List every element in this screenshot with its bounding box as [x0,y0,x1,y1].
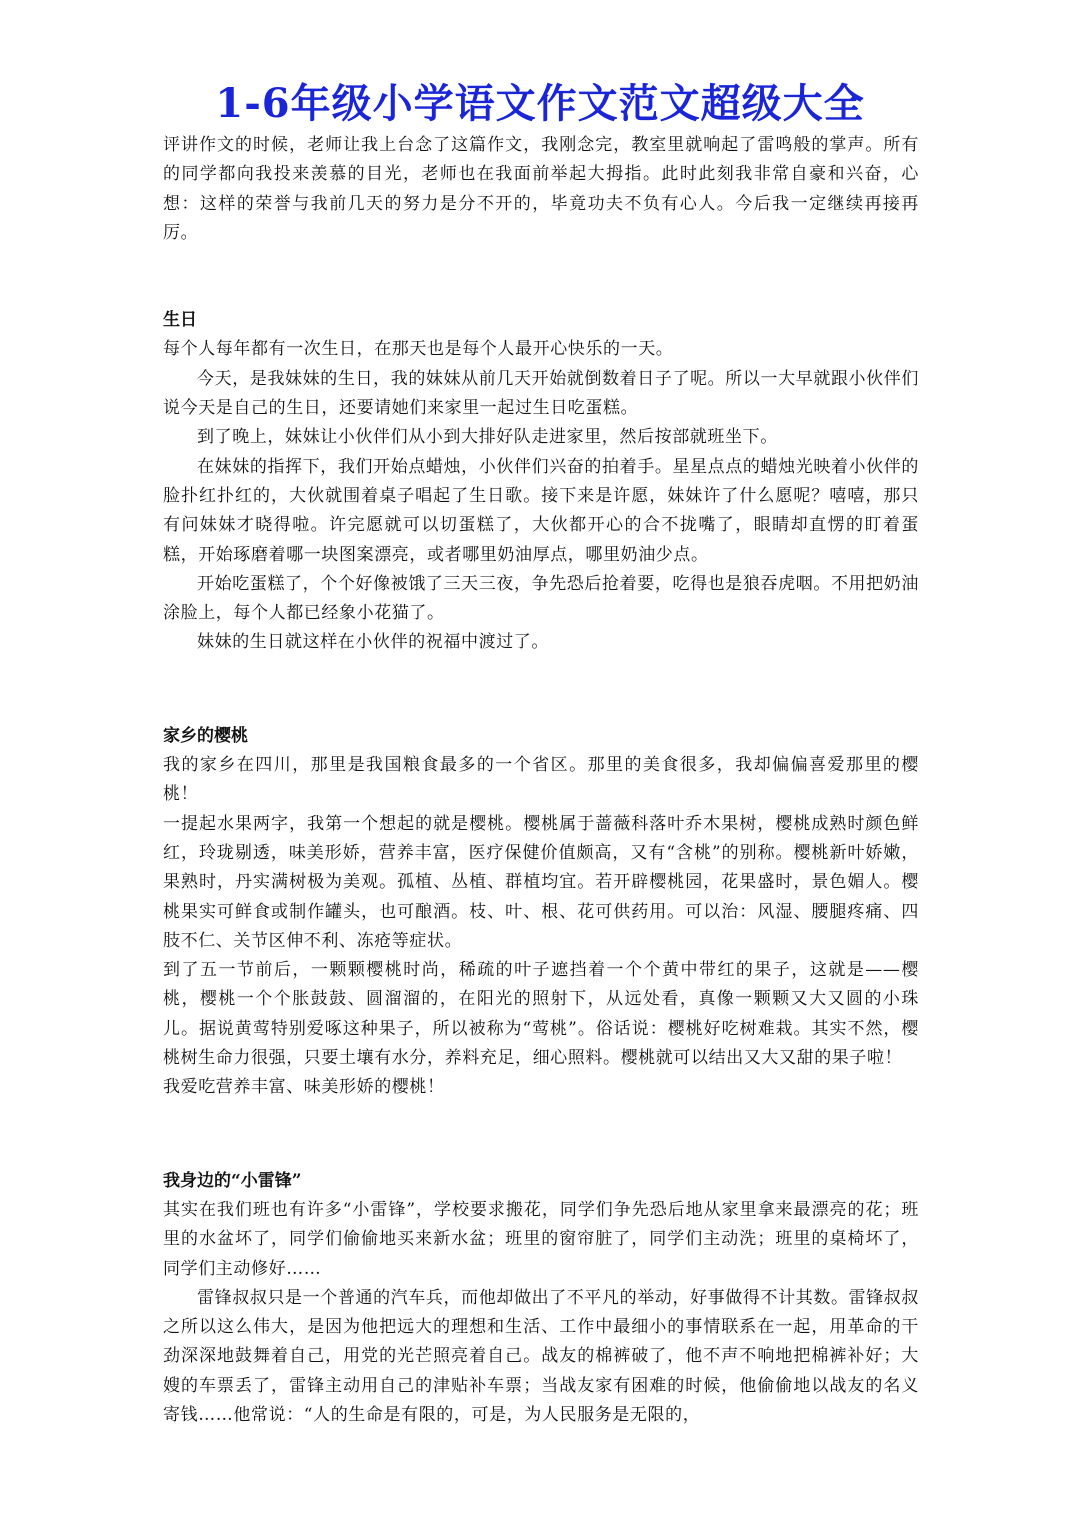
essay-paragraph: 我的家乡在四川，那里是我国粮食最多的一个省区。那里的美食很多，我却偏偏喜爱那里的樱桃！ [163,755,919,805]
spacer [163,1103,919,1161]
intro-paragraph: 评讲作文的时候，老师让我上台念了这篇作文，我刚念完，教室里就响起了雷鸣般的掌声。所有的同学都向我投来羡慕的目光，老师也在我面前举起大拇指。此时此刻我非常自豪和兴奋，心想：这样的荣誉与我前几天的努力是分不开的，毕竟功夫不负有心人。今后我一定继续再接再厉。 [163,135,919,243]
document-body [163,131,919,1430]
essay-paragraph: 在妹妹的指挥下，我们开始点蜡烛，小伙伴们兴奋的拍着手。星星点点的蜡烛光映着小伙伴的脸扑红扑红的，大伙就围着桌子唱起了生日歌。接下来是许愿，妹妹许了什么愿呢？嘻嘻，那只有问妹妹才晓得啦。许完愿就可以切蛋糕了，大伙都开心的合不拢嘴了，眼睛却直愣的盯着蛋糕，开始琢磨着哪一块图案漂亮，或者哪里奶油厚点，哪里奶油少点。 [163,456,919,565]
essay-paragraph: 一提起水果两字，我第一个想起的就是樱桃。樱桃属于蔷薇科落叶乔木果树，樱桃成熟时颜色鲜红，玲珑剔透，味美形娇，营养丰富，医疗保健价值颇高，又有“含桃”的别称。樱桃新叶娇嫩，果熟时，丹实满树极为美观。孤植、丛植、群植均宜。若开辟樱桃园，花果盛时，景色媚人。樱桃果实可鲜食或制作罐头，也可酿酒。枝、叶、根、花可供药用。可以治：风湿、腰腿疼痛、四肢不仁、关节区伸不利、冻疮等症状。 [163,813,919,951]
essay-paragraph: 到了晚上，妹妹让小伙伴们从小到大排好队走进家里，然后按部就班坐下。 [197,427,778,448]
spacer [163,658,919,716]
essay-paragraph: 我爱吃营养丰富、味美形娇的樱桃！ [163,1077,445,1098]
essay-heading: 家乡的樱桃 [163,725,248,746]
essay-paragraph: 雷锋叔叔只是一个普通的汽车兵，而他却做出了不平凡的举动，好事做得不计其数。雷锋叔叔之所以这么伟大，是因为他把远大的理想和生活、工作中最细小的事情联系在一起，用革命的干劲深深地鼓舞着自己，用党的光芒照亮着自己。战友的棉裤破了，他不声不响地把棉裤补好；大嫂的车票丢了，雷锋主动用自己的津贴补车票；当战友家有困难的时候，他偷偷地以战友的名义寄钱……他常说：“人的生命是有限的，可是，为人民服务是无限的， [163,1287,919,1425]
essay-paragraph: 每个人每年都有一次生日，在那天也是每个人最开心快乐的一天。 [163,339,674,360]
essay-heading: 生日 [163,310,197,331]
essay-paragraph: 到了五一节前后，一颗颗樱桃时尚，稀疏的叶子遮挡着一个个黄中带红的果子，这就是——樱桃，樱桃一个个胀鼓鼓、圆溜溜的，在阳光的照射下，从远处看，真像一颗颗又大又圆的小珠儿。据说黄莺特别爱啄这种果子，所以被称为“莺桃”。俗话说：樱桃好吃树难栽。其实不然，樱桃树生命力很强，只要土壤有水分，养料充足，细心照料。樱桃就可以结出又大又甜的果子啦！ [163,960,919,1069]
document-title: 1-6年级小学语文作文范文超级大全 [215,80,865,127]
essay-hometown-cherries [163,722,919,1103]
essay-paragraph: 其实在我们班也有许多“小雷锋”，学校要求搬花，同学们争先恐后地从家里拿来最漂亮的花；班里的水盆坏了，同学们偷偷地买来新水盆；班里的窗帘脏了，同学们主动洗；班里的桌椅坏了，同学们主动修好…… [163,1199,919,1279]
essay-heading: 我身边的“小雷锋” [163,1170,302,1191]
essay-birthday [163,306,919,658]
essay-paragraph: 开始吃蛋糕了，个个好像被饿了三天三夜，争先恐后抢着要，吃得也是狼吞虎咽。不用把奶油涂脸上，每个人都已经象小花猫了。 [163,573,919,624]
essay-little-lei-feng [163,1167,919,1431]
essay-paragraph: 今天，是我妹妹的生日，我的妹妹从前几天开始就倒数着日子了呢。所以一大早就跟小伙伴们说今天是自己的生日，还要请她们来家里一起过生日吃蛋糕。 [163,368,919,419]
essay-paragraph: 妹妹的生日就这样在小伙伴的祝福中渡过了。 [197,632,549,653]
spacer [163,248,919,306]
